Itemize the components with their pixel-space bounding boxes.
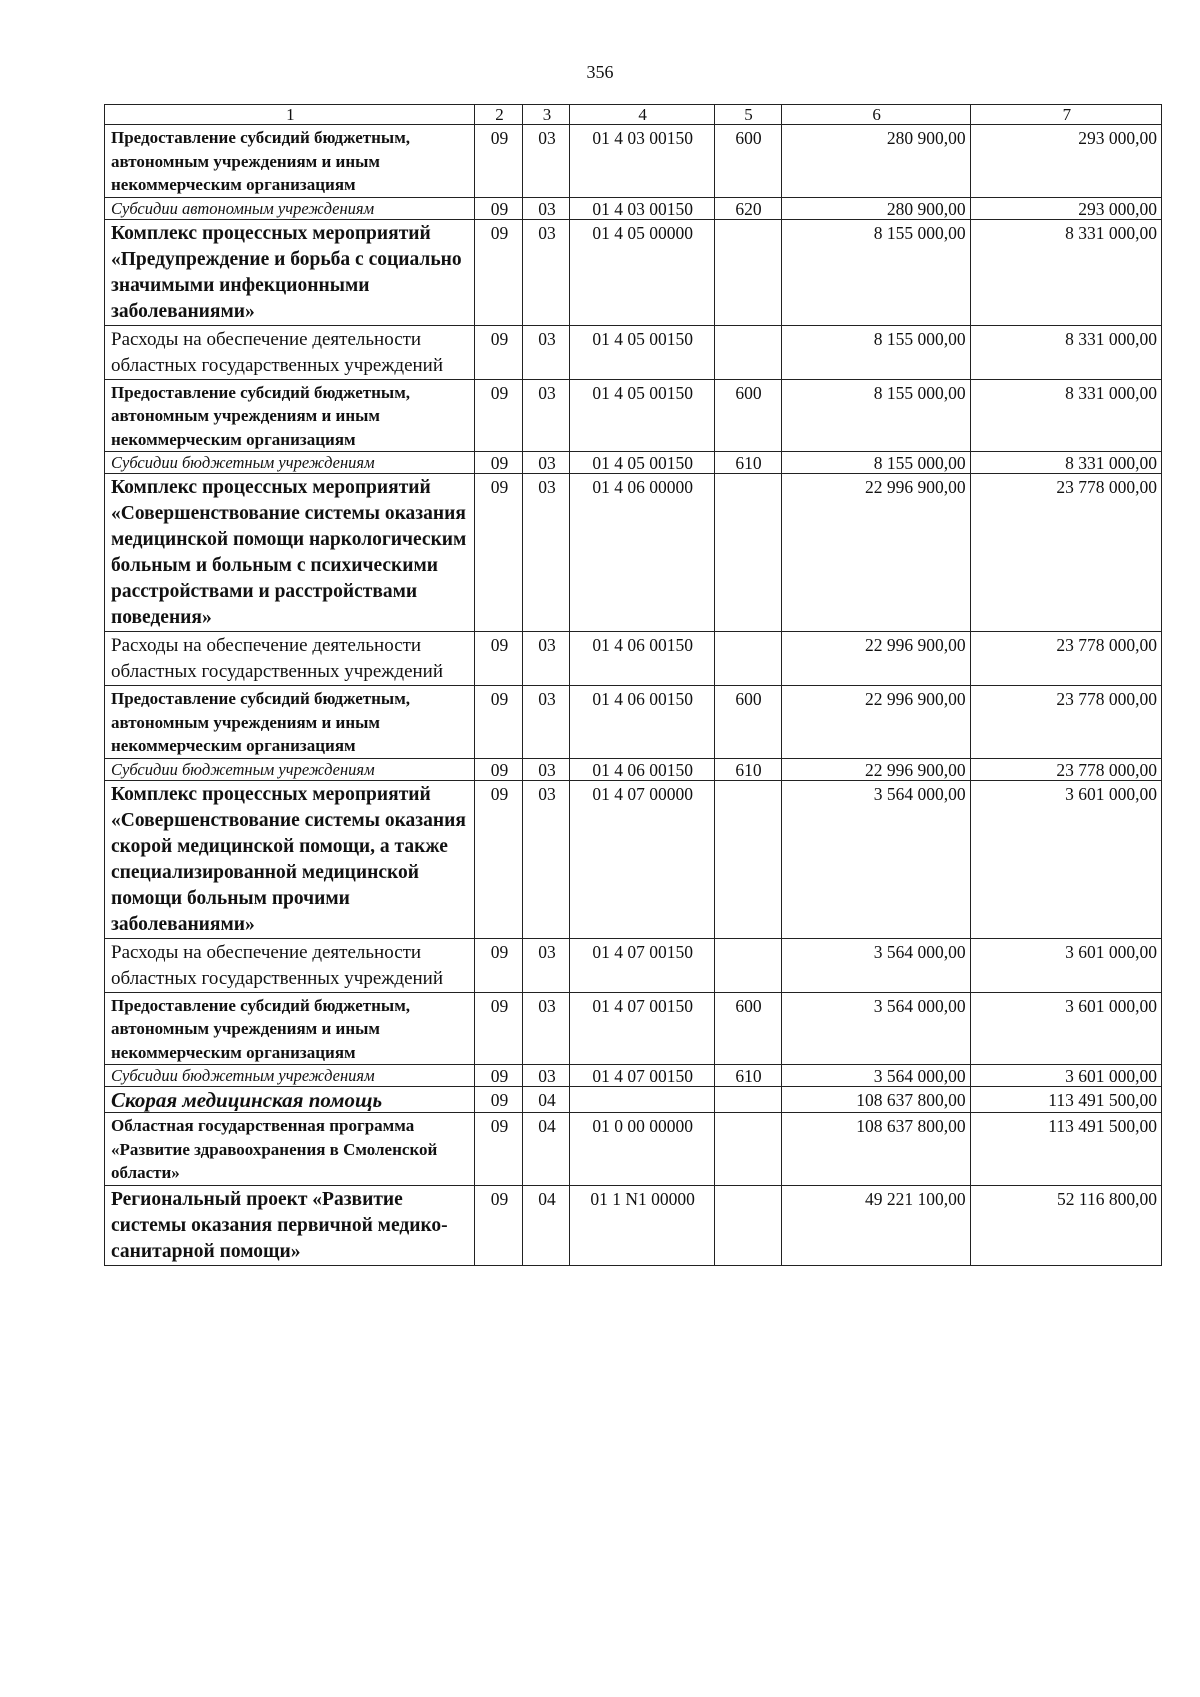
expense-type-cell bbox=[714, 1185, 781, 1265]
target-article-cell: 01 4 07 00150 bbox=[569, 1065, 714, 1087]
subsection-code-cell: 03 bbox=[523, 780, 569, 938]
expense-type-cell bbox=[714, 780, 781, 938]
amount-year2-cell: 3 601 000,00 bbox=[970, 938, 1161, 992]
target-article-cell: 01 4 07 00150 bbox=[569, 992, 714, 1065]
header-col-2: 2 bbox=[474, 105, 523, 125]
table-row bbox=[105, 1113, 1162, 1186]
amount-year1-cell: 3 564 000,00 bbox=[781, 992, 970, 1065]
header-col-6: 6 bbox=[781, 105, 970, 125]
table-row bbox=[105, 452, 1162, 474]
table-row bbox=[105, 992, 1162, 1065]
row-name-cell: Расходы на обеспечение деятельности областных государственных учреждений bbox=[105, 938, 475, 992]
row-name-cell: Субсидии бюджетным учреждениям bbox=[105, 758, 475, 780]
row-name-cell: Предоставление субсидий бюджетным, автономным учреждениям и иным некоммерческим организациям bbox=[105, 379, 475, 452]
row-name-cell: Предоставление субсидий бюджетным, автономным учреждениям и иным некоммерческим организациям bbox=[105, 686, 475, 759]
amount-year1-cell: 108 637 800,00 bbox=[781, 1113, 970, 1186]
subsection-code-cell: 03 bbox=[523, 452, 569, 474]
header-col-7: 7 bbox=[970, 105, 1161, 125]
subsection-code-cell: 03 bbox=[523, 632, 569, 686]
expense-type-cell bbox=[714, 632, 781, 686]
header-col-4: 4 bbox=[569, 105, 714, 125]
row-name-cell: Субсидии бюджетным учреждениям bbox=[105, 1065, 475, 1087]
amount-year1-cell: 8 155 000,00 bbox=[781, 219, 970, 325]
amount-year1-cell: 22 996 900,00 bbox=[781, 686, 970, 759]
expense-type-cell bbox=[714, 219, 781, 325]
amount-year1-cell: 22 996 900,00 bbox=[781, 474, 970, 632]
amount-year2-cell: 293 000,00 bbox=[970, 197, 1161, 219]
expense-type-cell bbox=[714, 1113, 781, 1186]
table-row bbox=[105, 686, 1162, 759]
amount-year1-cell: 8 155 000,00 bbox=[781, 379, 970, 452]
section-code-cell: 09 bbox=[474, 938, 523, 992]
row-name-cell: Расходы на обеспечение деятельности областных государственных учреждений bbox=[105, 632, 475, 686]
amount-year2-cell: 23 778 000,00 bbox=[970, 758, 1161, 780]
table-row bbox=[105, 780, 1162, 938]
section-code-cell: 09 bbox=[474, 452, 523, 474]
section-code-cell: 09 bbox=[474, 1113, 523, 1186]
expense-type-cell: 600 bbox=[714, 379, 781, 452]
subsection-code-cell: 03 bbox=[523, 686, 569, 759]
row-name-cell: Региональный проект «Развитие системы оказания первичной медико-санитарной помощи» bbox=[105, 1185, 475, 1265]
expense-type-cell: 620 bbox=[714, 197, 781, 219]
amount-year1-cell: 108 637 800,00 bbox=[781, 1087, 970, 1113]
target-article-cell: 01 4 03 00150 bbox=[569, 197, 714, 219]
table-row bbox=[105, 1065, 1162, 1087]
row-name-cell: Субсидии бюджетным учреждениям bbox=[105, 452, 475, 474]
target-article-cell bbox=[569, 1087, 714, 1113]
amount-year2-cell: 8 331 000,00 bbox=[970, 379, 1161, 452]
amount-year2-cell: 52 116 800,00 bbox=[970, 1185, 1161, 1265]
expense-type-cell: 610 bbox=[714, 758, 781, 780]
expense-type-cell: 600 bbox=[714, 992, 781, 1065]
amount-year2-cell: 3 601 000,00 bbox=[970, 1065, 1161, 1087]
table-row bbox=[105, 758, 1162, 780]
amount-year2-cell: 113 491 500,00 bbox=[970, 1113, 1161, 1186]
header-col-1: 1 bbox=[105, 105, 475, 125]
subsection-code-cell: 03 bbox=[523, 938, 569, 992]
row-name-cell: Предоставление субсидий бюджетным, автономным учреждениям и иным некоммерческим организациям bbox=[105, 125, 475, 198]
target-article-cell: 01 4 06 00000 bbox=[569, 474, 714, 632]
page-number: 356 bbox=[586, 62, 614, 82]
section-code-cell: 09 bbox=[474, 1087, 523, 1113]
amount-year1-cell: 22 996 900,00 bbox=[781, 632, 970, 686]
subsection-code-cell: 04 bbox=[523, 1087, 569, 1113]
amount-year2-cell: 3 601 000,00 bbox=[970, 780, 1161, 938]
section-code-cell: 09 bbox=[474, 632, 523, 686]
table-row bbox=[105, 1185, 1162, 1265]
amount-year1-cell: 22 996 900,00 bbox=[781, 758, 970, 780]
subsection-code-cell: 03 bbox=[523, 992, 569, 1065]
row-name-cell: Расходы на обеспечение деятельности областных государственных учреждений bbox=[105, 325, 475, 379]
row-name-cell: Комплекс процессных мероприятий «Предупреждение и борьба с социально значимыми инфекционными заболеваниями» bbox=[105, 219, 475, 325]
amount-year2-cell: 23 778 000,00 bbox=[970, 686, 1161, 759]
section-code-cell: 09 bbox=[474, 992, 523, 1065]
expense-type-cell bbox=[714, 474, 781, 632]
amount-year2-cell: 8 331 000,00 bbox=[970, 452, 1161, 474]
header-col-5: 5 bbox=[714, 105, 781, 125]
subsection-code-cell: 03 bbox=[523, 474, 569, 632]
target-article-cell: 01 4 05 00000 bbox=[569, 219, 714, 325]
expense-type-cell: 610 bbox=[714, 452, 781, 474]
subsection-code-cell: 03 bbox=[523, 758, 569, 780]
target-article-cell: 01 0 00 00000 bbox=[569, 1113, 714, 1186]
expense-type-cell bbox=[714, 325, 781, 379]
amount-year1-cell: 3 564 000,00 bbox=[781, 780, 970, 938]
target-article-cell: 01 4 05 00150 bbox=[569, 325, 714, 379]
table-body bbox=[105, 105, 1162, 1266]
header-row bbox=[105, 105, 1162, 125]
section-code-cell: 09 bbox=[474, 780, 523, 938]
target-article-cell: 01 4 06 00150 bbox=[569, 686, 714, 759]
amount-year2-cell: 293 000,00 bbox=[970, 125, 1161, 198]
amount-year2-cell: 23 778 000,00 bbox=[970, 632, 1161, 686]
budget-table bbox=[104, 104, 1162, 1266]
amount-year2-cell: 23 778 000,00 bbox=[970, 474, 1161, 632]
table-row bbox=[105, 938, 1162, 992]
expense-type-cell bbox=[714, 1087, 781, 1113]
table-row bbox=[105, 632, 1162, 686]
expense-type-cell bbox=[714, 938, 781, 992]
target-article-cell: 01 4 07 00150 bbox=[569, 938, 714, 992]
target-article-cell: 01 4 03 00150 bbox=[569, 125, 714, 198]
amount-year2-cell: 113 491 500,00 bbox=[970, 1087, 1161, 1113]
section-code-cell: 09 bbox=[474, 325, 523, 379]
amount-year1-cell: 8 155 000,00 bbox=[781, 452, 970, 474]
expense-type-cell: 600 bbox=[714, 125, 781, 198]
row-name-cell: Предоставление субсидий бюджетным, автономным учреждениям и иным некоммерческим организациям bbox=[105, 992, 475, 1065]
section-code-cell: 09 bbox=[474, 1185, 523, 1265]
table-row bbox=[105, 197, 1162, 219]
amount-year1-cell: 8 155 000,00 bbox=[781, 325, 970, 379]
target-article-cell: 01 4 07 00000 bbox=[569, 780, 714, 938]
subsection-code-cell: 03 bbox=[523, 1065, 569, 1087]
subsection-code-cell: 03 bbox=[523, 197, 569, 219]
expense-type-cell: 610 bbox=[714, 1065, 781, 1087]
row-name-cell: Субсидии автономным учреждениям bbox=[105, 197, 475, 219]
table-row bbox=[105, 1087, 1162, 1113]
target-article-cell: 01 1 N1 00000 bbox=[569, 1185, 714, 1265]
section-code-cell: 09 bbox=[474, 1065, 523, 1087]
table-row bbox=[105, 379, 1162, 452]
amount-year2-cell: 8 331 000,00 bbox=[970, 325, 1161, 379]
expense-type-cell: 600 bbox=[714, 686, 781, 759]
amount-year1-cell: 280 900,00 bbox=[781, 197, 970, 219]
section-code-cell: 09 bbox=[474, 758, 523, 780]
subsection-code-cell: 04 bbox=[523, 1185, 569, 1265]
amount-year1-cell: 3 564 000,00 bbox=[781, 1065, 970, 1087]
subsection-code-cell: 03 bbox=[523, 325, 569, 379]
target-article-cell: 01 4 06 00150 bbox=[569, 758, 714, 780]
section-code-cell: 09 bbox=[474, 686, 523, 759]
row-name-cell: Комплекс процессных мероприятий «Совершенствование системы оказания скорой медицинской помощи, а также специализированной медицинской помощи больным прочими заболеваниями» bbox=[105, 780, 475, 938]
table-row bbox=[105, 125, 1162, 198]
amount-year1-cell: 280 900,00 bbox=[781, 125, 970, 198]
section-code-cell: 09 bbox=[474, 197, 523, 219]
header-col-3: 3 bbox=[523, 105, 569, 125]
amount-year1-cell: 3 564 000,00 bbox=[781, 938, 970, 992]
section-code-cell: 09 bbox=[474, 379, 523, 452]
row-name-cell: Скорая медицинская помощь bbox=[105, 1087, 475, 1113]
amount-year1-cell: 49 221 100,00 bbox=[781, 1185, 970, 1265]
subsection-code-cell: 03 bbox=[523, 125, 569, 198]
amount-year2-cell: 3 601 000,00 bbox=[970, 992, 1161, 1065]
row-name-cell: Комплекс процессных мероприятий «Совершенствование системы оказания медицинской помощи наркологическим больным и больным с психическими расстройствами и расстройствами поведения» bbox=[105, 474, 475, 632]
target-article-cell: 01 4 06 00150 bbox=[569, 632, 714, 686]
target-article-cell: 01 4 05 00150 bbox=[569, 379, 714, 452]
target-article-cell: 01 4 05 00150 bbox=[569, 452, 714, 474]
table-row bbox=[105, 219, 1162, 325]
table-row bbox=[105, 474, 1162, 632]
subsection-code-cell: 03 bbox=[523, 379, 569, 452]
amount-year2-cell: 8 331 000,00 bbox=[970, 219, 1161, 325]
section-code-cell: 09 bbox=[474, 474, 523, 632]
row-name-cell: Областная государственная программа «Развитие здравоохранения в Смоленской области» bbox=[105, 1113, 475, 1186]
section-code-cell: 09 bbox=[474, 219, 523, 325]
subsection-code-cell: 04 bbox=[523, 1113, 569, 1186]
subsection-code-cell: 03 bbox=[523, 219, 569, 325]
section-code-cell: 09 bbox=[474, 125, 523, 198]
table-row bbox=[105, 325, 1162, 379]
